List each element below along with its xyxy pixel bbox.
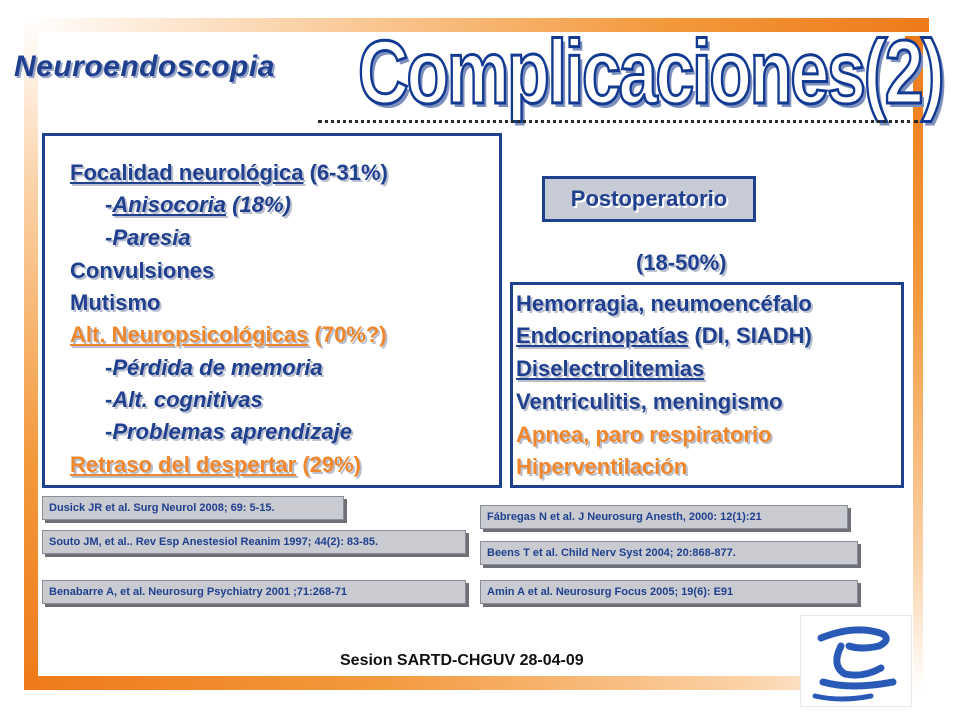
frame-left-bar xyxy=(24,18,38,690)
brand-title: Neuroendoscopia xyxy=(14,50,275,83)
reference-beens: Beens T et al. Child Nerv Syst 2004; 20:868-877. xyxy=(480,541,858,565)
list-item-cognitivas: -Alt. cognitivas xyxy=(105,387,263,412)
list-item-memoria: -Pérdida de memoria xyxy=(105,355,323,380)
list-item-convulsiones: Convulsiones xyxy=(70,258,215,283)
list-item-hiperventilacion: Hiperventilación xyxy=(516,454,688,479)
slide-title: Complicaciones(2) xyxy=(358,23,943,123)
reference-benabarre: Benabarre A, et al. Neurosurg Psychiatry 2001 ;71:268-71 xyxy=(42,580,466,604)
list-item-despertar: Retraso del despertar (29%) xyxy=(70,452,361,477)
list-item-focalidad: Focalidad neurológica (6-31%) xyxy=(70,160,388,185)
institution-logo xyxy=(800,615,912,707)
frame-bottom-bar xyxy=(24,676,929,690)
reference-fabregas: Fábregas N et al. J Neurosurg Anesth, 2000: 12(1):21 xyxy=(480,505,848,529)
list-item-diselectrolitemias: Diselectrolitemias xyxy=(516,356,705,381)
list-item-mutismo: Mutismo xyxy=(70,290,161,315)
intraop-complications-box xyxy=(42,133,502,488)
list-item-paresia: -Paresia xyxy=(105,225,191,250)
reference-dusick: Dusick JR et al. Surg Neurol 2008; 69: 5-15. xyxy=(42,496,344,520)
list-item-aprendizaje: -Problemas aprendizaje xyxy=(105,419,352,444)
postop-complications-box xyxy=(510,282,904,488)
reference-souto: Souto JM, et al.. Rev Esp Anestesiol Reanim 1997; 44(2): 83-85. xyxy=(42,530,466,554)
list-item-hemorragia: Hemorragia, neumoencéfalo xyxy=(516,291,812,316)
list-item-anisocoria: -Anisocoria (18%) xyxy=(105,192,291,217)
list-item-apnea: Apnea, paro respiratorio xyxy=(516,422,772,447)
footer-session: Sesion SARTD-CHGUV 28-04-09 xyxy=(340,652,584,669)
postop-range: (18-50%) xyxy=(636,250,727,275)
list-item-neuropsicologicas: Alt. Neuropsicológicas (70%?) xyxy=(70,322,387,347)
list-item-endocrinopatias: Endocrinopatías (DI, SIADH) xyxy=(516,323,812,348)
reference-amin: Amin A et al. Neurosurg Focus 2005; 19(6): E91 xyxy=(480,580,858,604)
title-divider xyxy=(318,120,918,127)
frame-right-bar xyxy=(913,36,923,690)
list-item-ventriculitis: Ventriculitis, meningismo xyxy=(516,389,783,414)
postop-label: Postoperatorio xyxy=(542,176,756,222)
logo-icon xyxy=(801,616,911,706)
